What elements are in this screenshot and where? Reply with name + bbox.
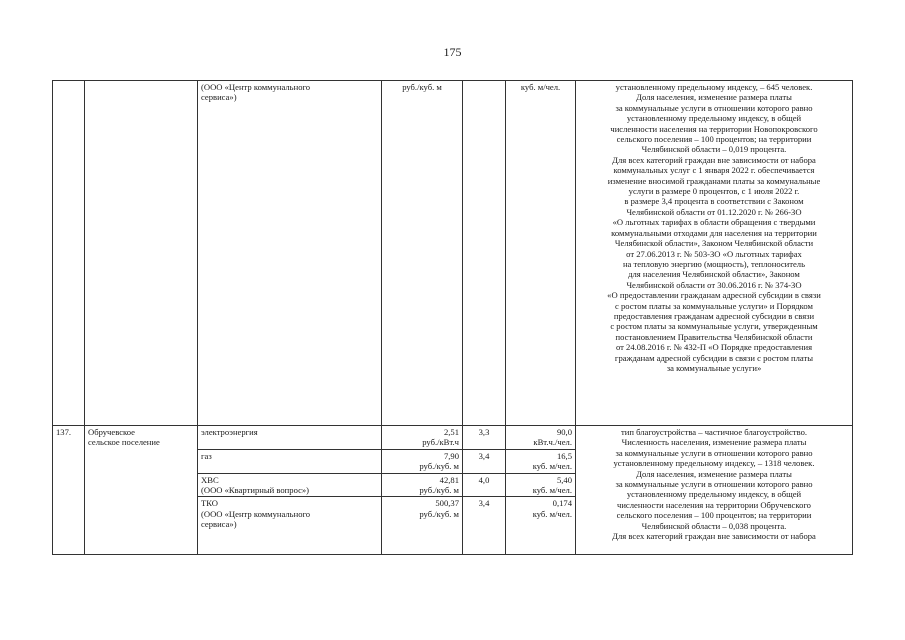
text-line: куб. м/чел.	[532, 461, 572, 472]
text-line: 90,0	[556, 427, 572, 437]
pct-gas: 3,4	[463, 449, 506, 473]
utility-name	[201, 475, 378, 496]
tariff-value	[385, 475, 459, 496]
tariff-solid-waste	[382, 497, 463, 555]
note-line: численности населения на территории Новопокровского	[610, 123, 818, 134]
note-line: за коммунальные услуги в отношении которого равно	[615, 102, 813, 113]
pct-electricity: 3,3	[463, 426, 506, 450]
note-text	[579, 82, 849, 373]
text-line: руб./куб. м	[419, 461, 459, 472]
note-line: от 24.08.2016 г. № 432-П «О Порядке предоставления	[615, 342, 813, 353]
utility-name	[201, 427, 378, 437]
text-line: 500,37	[435, 498, 459, 509]
note-line: за коммунальные услуги в отношении которого равно	[615, 447, 813, 458]
note-line: Челябинской области», Законом Челябинской области	[614, 238, 814, 249]
note-line: с ростом платы за коммунальные услуги» и Порядком	[615, 300, 813, 311]
text-line: руб./кВт.ч	[422, 437, 459, 448]
note-line: Доля населения, изменение размера платы	[636, 92, 792, 103]
text-line: газ	[201, 450, 212, 461]
text-line: сельское поселение	[88, 437, 160, 448]
tariff-value	[385, 427, 459, 448]
text-line: электроэнергия	[201, 427, 258, 437]
text-line: ХВС	[201, 474, 219, 485]
note-line: Челябинской области – 0,038 процента.	[641, 520, 787, 531]
tariff-lines	[385, 82, 459, 92]
pct-cold-water: 4,0	[463, 473, 506, 497]
text-line: руб./куб. м	[419, 485, 459, 496]
note-line: «О льготных тарифах в области обращения с твердыми	[612, 217, 816, 228]
cell-tariff	[382, 81, 463, 426]
note-line: «О предоставлении гражданам адресной субсидии в связи	[607, 290, 821, 301]
note-line: от 27.06.2013 г. № 503-ЗО «О льготных тарифах	[626, 248, 802, 259]
text-line: куб. м/чел.	[532, 485, 572, 496]
note-line: предоставления гражданам адресной субсидии в связи	[613, 310, 815, 321]
utility-electricity	[198, 426, 382, 450]
text-line: сервиса»)	[201, 92, 237, 103]
cell-norm	[506, 81, 576, 426]
utility-name	[201, 451, 378, 461]
note-line: Челябинской области – 0,019 процента.	[641, 144, 787, 155]
note-line: с ростом платы за коммунальные услуги, утвержденным	[610, 321, 818, 332]
note-line: услуги в размере 0 процентов, с 1 июля 2022 г.	[628, 186, 800, 197]
note-line: коммунальными отходами для населения на территории	[611, 227, 817, 238]
norm-solid-waste	[506, 497, 576, 555]
utility-lines	[201, 82, 378, 103]
norm-value	[509, 427, 572, 448]
text-line: ТКО	[201, 498, 218, 509]
note-line: установленному предельному индексу, – 1318 человек.	[613, 458, 815, 469]
text-line: руб./куб. м	[419, 508, 459, 519]
pct-solid-waste: 3,4	[463, 497, 506, 555]
text-line: 2,51	[443, 427, 459, 437]
utility-gas	[198, 449, 382, 473]
text-line: руб./куб. м	[402, 82, 442, 92]
norm-gas	[506, 449, 576, 473]
text-line: (ООО «Центр коммунального	[201, 82, 311, 92]
cell-utility	[198, 81, 382, 426]
text-line: куб. м/чел.	[532, 508, 572, 519]
tariff-electricity	[382, 426, 463, 450]
tariff-cold-water	[382, 473, 463, 497]
note-line: численности населения на территории Обручевского	[617, 499, 811, 510]
note-line: установленному предельному индексу, – 645 человек.	[615, 82, 813, 92]
settlement-name-lines	[88, 427, 194, 448]
note-line: для населения Челябинской области», Законом	[628, 269, 800, 280]
note-line: Доля населения, изменение размера платы	[636, 468, 792, 479]
cell-number	[53, 81, 85, 426]
text-line: 5,40	[556, 474, 572, 485]
text-line: 16,5	[556, 450, 572, 461]
note-line: за коммунальные услуги в отношении которого равно	[615, 479, 813, 490]
note-line: Для всех категорий граждан вне зависимости от набора	[612, 154, 816, 165]
note-line: Челябинской области от 30.06.2016 г. № 374-ЗО	[626, 279, 802, 290]
utility-solid-waste	[198, 497, 382, 555]
page-number: 175	[443, 45, 462, 59]
entry-number: 137.	[53, 426, 85, 555]
norm-cold-water	[506, 473, 576, 497]
norm-value	[509, 498, 572, 519]
entry-note	[576, 426, 853, 555]
norm-value	[509, 451, 572, 472]
entry-row-1	[53, 426, 853, 450]
text-line: куб. м/чел.	[520, 82, 561, 92]
text-line: кВт.ч./чел.	[533, 437, 572, 448]
text-line: Обручевское	[88, 427, 135, 437]
note-line: Челябинской области от 01.12.2020 г. № 266-ЗО	[626, 206, 802, 217]
cell-note	[576, 81, 853, 426]
utility-name	[201, 498, 378, 529]
note-line: Численность населения, изменение размера платы	[621, 437, 807, 448]
note-line: установленному предельному индексу, в общей	[626, 113, 802, 124]
norm-lines	[509, 82, 572, 92]
note-line: изменение вносимой гражданами платы за коммунальные	[607, 175, 821, 186]
text-line: сервиса»)	[201, 519, 237, 530]
text-line: 42,81	[439, 474, 459, 485]
note-line: за коммунальные услуги»	[666, 362, 762, 373]
note-line: постановлением Правительства Челябинской области	[615, 331, 813, 342]
tariff-gas	[382, 449, 463, 473]
entry-note-text	[579, 427, 849, 541]
entry-settlement-name	[85, 426, 198, 555]
note-line: на тепловую энергию (мощность), теплоноситель	[622, 258, 806, 269]
text-line: 0,174	[552, 498, 572, 509]
note-line: в размере 3,4 процента в соответствии с Законом	[624, 196, 804, 207]
text-line: (ООО «Центр коммунального	[201, 508, 311, 519]
text-line: 7,90	[443, 450, 459, 461]
norm-value	[509, 475, 572, 496]
note-line: сельского поселения – 100 процентов; на территории	[616, 510, 812, 521]
note-line: коммунальных услуг с 1 января 2022 г. обеспечивается	[613, 165, 815, 176]
norm-electricity	[506, 426, 576, 450]
tariff-value	[385, 451, 459, 472]
tariff-table	[52, 80, 853, 555]
note-line: Для всех категорий граждан вне зависимости от набора	[612, 531, 816, 542]
note-line: тип благоустройства – частичное благоустройство.	[620, 427, 808, 437]
text-line: (ООО «Квартирный вопрос»)	[201, 485, 310, 496]
note-line: гражданам адресной субсидии в связи с ростом платы	[614, 352, 814, 363]
tariff-value	[385, 498, 459, 519]
cell-percent	[463, 81, 506, 426]
note-line: сельского поселения – 100 процентов; на территории	[616, 134, 812, 145]
utility-cold-water	[198, 473, 382, 497]
note-line: установленному предельному индексу, в общей	[626, 489, 802, 500]
continuation-row	[53, 81, 853, 426]
cell-settlement	[85, 81, 198, 426]
